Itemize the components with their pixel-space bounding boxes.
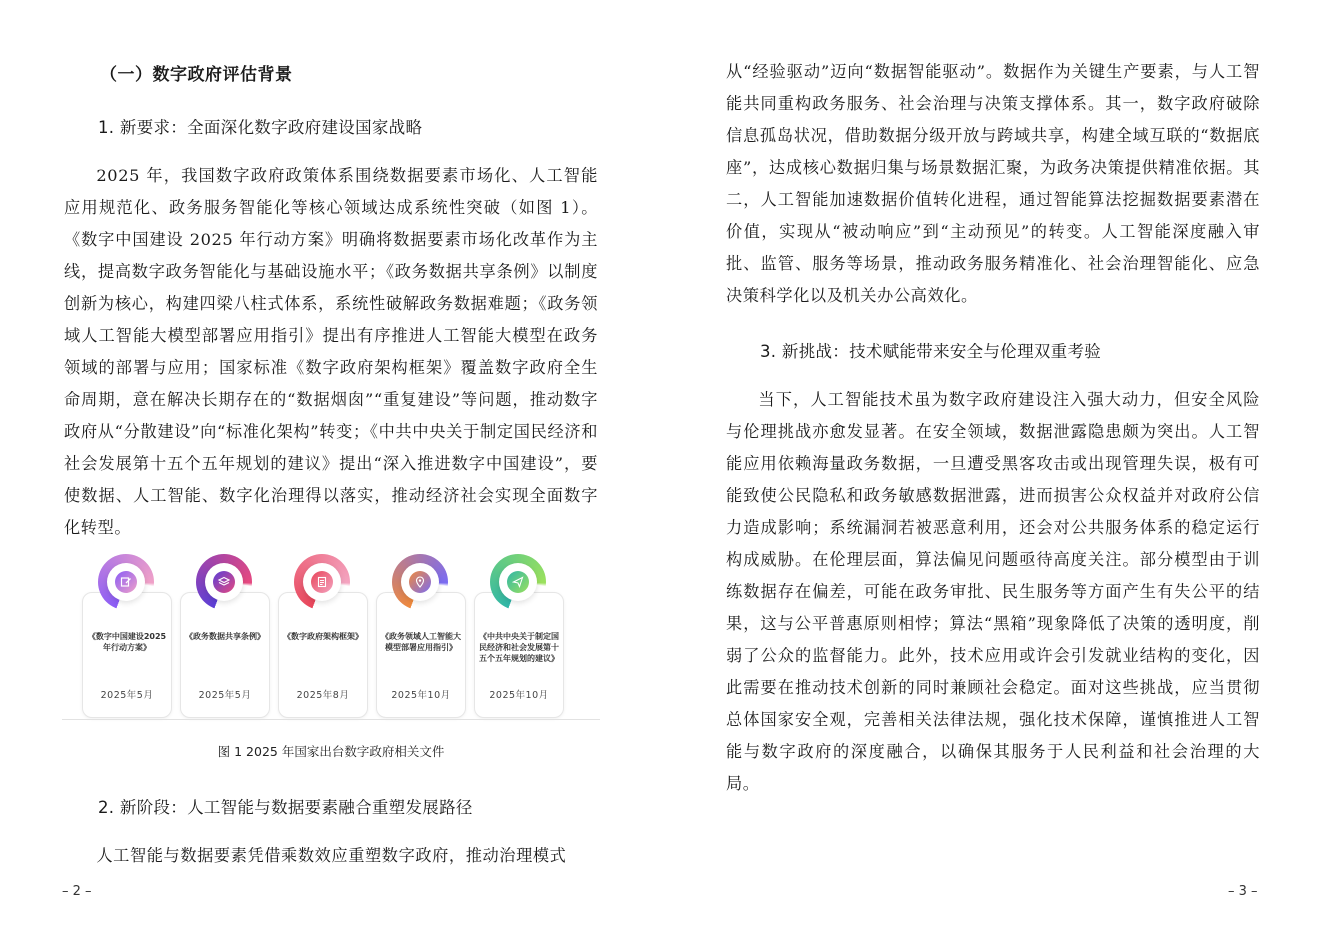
policy-card-ring: [196, 554, 252, 610]
paragraph-new-challenges: 当下，人工智能技术虽为数字政府建设注入强大动力，但安全风险与伦理挑战亦愈发显著。在安全领域，数据泄露隐患颇为突出。人工智能应用依赖海量政务数据，一旦遭受黑客攻击或出现管理失误，极有可能致使公民隐私和政务敏感数据泄露，进而损害公众权益并对政府公信力造成影响；系统漏洞若被恶意利用，还会对公共服务体系的稳定运行构成威胁。在伦理层面，算法偏见问题亟待高度关注。部分模型由于训练数据存在偏差，可能在政务审批、民生服务等方面产生有失公平的结果，这与公平普惠原则相悖；算法“黑箱”现象降低了决策的透明度，削弱了公众的监督能力。此外，技术应用或许会引发就业结构的变化，因此需要在推动技术创新的同时兼顾社会稳定。面对这些挑战，应当贯彻总体国家安全观，完善相关法律法规，强化技术保障，谨慎推进人工智能与数字政府的深度融合，以确保其服务于人民利益和社会治理的大局。: [726, 390, 1260, 793]
document-icon: [311, 571, 333, 593]
send-icon: [507, 571, 529, 593]
policy-card: [474, 592, 564, 718]
policy-card: [278, 592, 368, 718]
policy-card-title: 《政务数据共享条例》: [185, 632, 265, 641]
layers-icon: [213, 571, 235, 593]
location-icon: [409, 571, 431, 593]
policy-card-ring: [98, 554, 154, 610]
policy-card: [376, 592, 466, 718]
subsection-3-heading: 3. 新挑战：技术赋能带来安全与伦理双重考验: [760, 342, 1102, 361]
left-page: [0, 0, 661, 936]
policy-card-date: 2025年10月: [489, 690, 549, 701]
paragraph-policy-overview: 2025 年，我国数字政府政策体系围绕数据要素市场化、人工智能应用规范化、政务服务智能化等核心领域达成系统性突破（如图 1）。《数字中国建设 2025 年行动方案》明确将数据要素市场化改革作为主线，提高数字政务智能化与基础设施水平；《政务数据共享条例》以制度创新为核心，构建四梁八柱式体系，系统性破解政务数据难题；《政务领域人工智能大模型部署应用指引》提出有序推进人工智能大模型在政务领域的部署与应用；国家标准《数字政府架构框架》覆盖数字政府全生命周期，意在解决长期存在的“数据烟囱”“重复建设”等问题，推动数字政府从“分散建设”向“标准化架构”转变；《中共中央关于制定国民经济和社会发展第十五个五年规划的建议》提出“深入推进数字中国建设”，要使数据、人工智能、数字化治理得以落实，推动经济社会实现全面数字化转型。: [64, 166, 598, 537]
figure-caption: 图 1 2025 年国家出台数字政府相关文件: [217, 744, 445, 759]
paragraph-new-stage-continued: 从“经验驱动”迈向“数据智能驱动”。数据作为关键生产要素，与人工智能共同重构政务服务、社会治理与决策支撑体系。其一，数字政府破除信息孤岛状况，借助数据分级开放与跨域共享，构建全域互联的“数据底座”，达成核心数据归集与场景数据汇聚，为政务决策提供精准依据。其二，人工智能加速数据价值转化进程，通过智能算法挖掘数据要素潜在价值，实现从“被动响应”到“主动预见”的转变。人工智能深度融入审批、监管、服务等场景，推动政务服务精准化、社会治理智能化、应急决策科学化以及机关办公高效化。: [726, 62, 1260, 305]
policy-card-ring: [294, 554, 350, 610]
policy-card-title: 《数字政府架构框架》: [283, 632, 363, 641]
subsection-2-heading: 2. 新阶段：人工智能与数据要素融合重塑发展路径: [98, 798, 473, 817]
policy-card: [82, 592, 172, 718]
policy-card-date: 2025年5月: [100, 690, 154, 701]
policy-card-date: 2025年5月: [198, 690, 252, 701]
policy-card-ring: [490, 554, 546, 610]
right-page: [662, 0, 1323, 936]
policy-card-ring: [392, 554, 448, 610]
figure-divider: [62, 719, 600, 720]
policy-card-date: 2025年8月: [296, 690, 350, 701]
subsection-1-heading: 1. 新要求：全面深化数字政府建设国家战略: [98, 118, 423, 137]
figure-policy-documents: [62, 554, 600, 720]
policy-card-title: 《政务领域人工智能大模型部署应用指引》: [381, 632, 461, 652]
paragraph-new-stage-start: 人工智能与数据要素凭借乘数效应重塑数字政府，推动治理模式: [96, 846, 567, 865]
page-number-right: – 3 –: [1228, 884, 1258, 899]
page-number-left: – 2 –: [62, 884, 92, 899]
section-heading: （一）数字政府评估背景: [100, 65, 293, 85]
edit-icon: [115, 571, 137, 593]
policy-card-title: 《数字中国建设2025年行动方案》: [87, 632, 167, 652]
policy-card-title: 《中共中央关于制定国民经济和社会发展第十五个五年规划的建议》: [479, 632, 559, 663]
policy-card: [180, 592, 270, 718]
policy-card-date: 2025年10月: [391, 690, 451, 701]
